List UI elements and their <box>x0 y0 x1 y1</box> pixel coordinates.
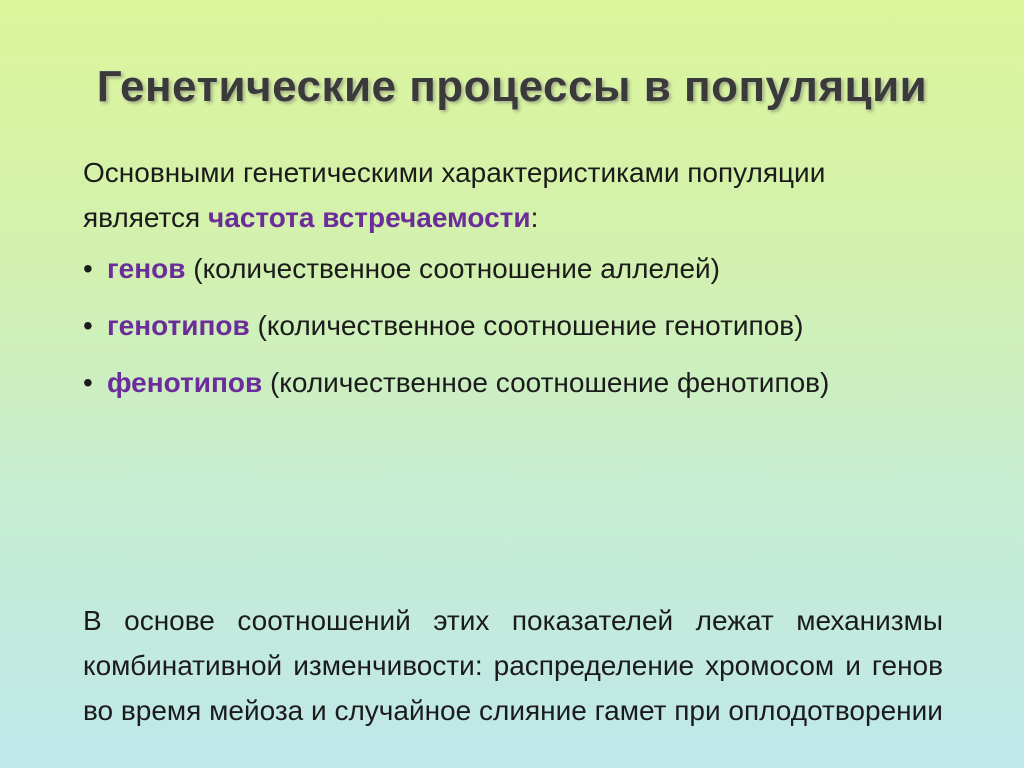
bullet-item-genotypes <box>83 303 943 348</box>
bullet-term: генотипов <box>107 310 250 341</box>
closing-paragraph: В основе соотношений этих показателей лежат механизмы комбинативной изменчивости: распределение хромосом и генов во время мейоза и случайное слияние гамет при оплодотворении <box>83 605 943 726</box>
intro-paragraph <box>83 150 943 240</box>
bullet-description: (количественное соотношение фенотипов) <box>262 367 830 398</box>
bullet-list <box>83 246 943 405</box>
bullet-icon: • <box>83 310 93 341</box>
slide-body <box>83 150 943 417</box>
bullet-description: (количественное соотношение генотипов) <box>249 310 804 341</box>
bullet-term: генов <box>107 253 186 284</box>
slide-title: Генетические процессы в популяции <box>96 62 928 111</box>
bullet-term: фенотипов <box>107 367 263 398</box>
bullet-item-phenotypes <box>83 360 943 405</box>
bullet-description: (количественное соотношение аллелей) <box>185 253 720 284</box>
intro-highlight: частота встречаемости <box>208 202 531 233</box>
bullet-icon: • <box>83 367 93 398</box>
bullet-item-genes <box>83 246 943 291</box>
intro-text-end: : <box>530 202 539 233</box>
intro-text: Основными генетическими характеристиками популяции является <box>83 157 826 233</box>
bullet-icon: • <box>83 253 93 284</box>
